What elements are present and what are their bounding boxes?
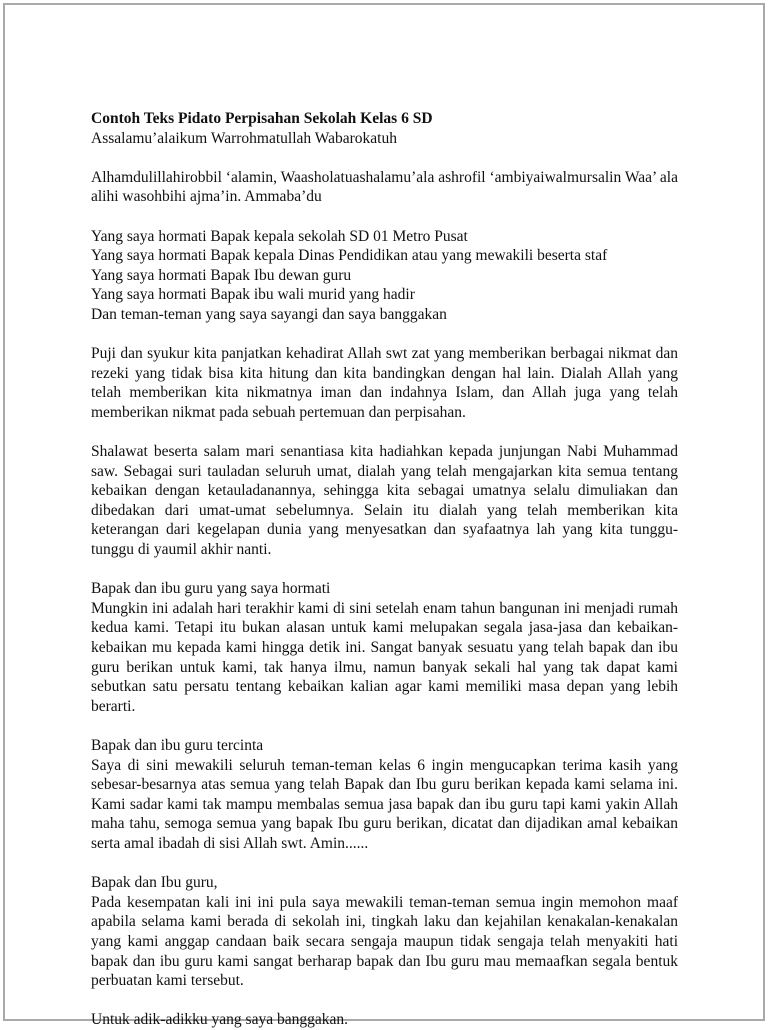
section-body: Pada kesempatan kali ini ini pula saya mewakili teman-teman semua ingin memohon maaf apabila selama kami berada di sekolah ini, tingkah laku dan kejahilan kenakalan-kenakalan yang kami anggap candaan baik secara sengaja maupun tidak sengaja telah menyakiti hati bapak dan ibu guru kami sangat berharap bapak dan Ibu guru mau memaafkan segala bentuk perbuatan kami tersebut. [91, 893, 678, 990]
section-heading: Bapak dan ibu guru tercinta [91, 737, 264, 754]
section-body: Saya di sini mewakili seluruh teman-teman kelas 6 ingin mengucapkan terima kasih yang sebesar-besarnya atas semua yang telah Bapak dan Ibu guru berikan kepada kami selama ini. Kami sadar kami tak mampu membalas semua jasa bapak dan ibu guru tapi kami yakin Allah maha tahu, semoga semua yang bapak Ibu guru berikan, dicatat dan dijadikan amal kebaikan serta amal ibadah di sisi Allah swt. Amin...... [91, 756, 678, 852]
closing-line: Untuk adik-adikku yang saya banggakan. [91, 1011, 348, 1029]
greeting-line: Dan teman-teman yang saya sayangi dan saya banggakan [91, 305, 447, 323]
page-title: Contoh Teks Pidato Perpisahan Sekolah Kelas 6 SD [91, 110, 433, 127]
document-page [91, 109, 678, 1030]
paragraph-shalawat: Shalawat beserta salam mari senantiasa kita hadiahkan kepada junjungan Nabi Muhammad saw. Sebagai suri tauladan seluruh umat, dialah yang telah mengajarkan kita semua tentang kebaikan dengan ketauladanannya, sehingga kita sebagai umatnya selalu dimuliakan dan dibedakan dari umat-umat sebelumnya. Selain itu dialah yang telah memberikan kita keterangan dari kegelapan dunia yang menyesatkan dan syafaatnya lah yang kita tunggu-tunggu di yaumil akhir nanti. [91, 443, 678, 559]
greeting-line: Yang saya hormati Bapak kepala sekolah SD 01 Metro Pusat [91, 227, 468, 245]
greeting-line: Yang saya hormati Bapak kepala Dinas Pendidikan atau yang mewakili beserta staf [91, 247, 608, 265]
opening-paragraph: Alhamdulillahirobbil ‘alamin, Waasholatuashalamu’ala ashrofil ‘ambiyaiwalmursalin Waa’ ala alihi wasohbihi ajma’in. Ammaba’du [91, 168, 678, 206]
greeting-line: Yang saya hormati Bapak ibu wali murid yang hadir [91, 286, 415, 304]
paragraph-puji: Puji dan syukur kita panjatkan kehadirat Allah swt zat yang memberikan berbagai nikmat dan rezeki yang tidak bisa kita hitung dan kita bandingkan dengan hal lain. Dialah Allah yang telah memberikan kita nikmatnya iman dan indahnya Islam, dan Allah juga yang telah memberikan nikmat pada sebuah pertemuan dan perpisahan. [91, 345, 678, 421]
section-hormati [91, 579, 678, 716]
section-maaf [91, 873, 678, 991]
section-tercinta [91, 736, 678, 854]
greeting-line: Yang saya hormati Bapak Ibu dewan guru [91, 266, 352, 284]
greetings-block [91, 227, 678, 325]
section-heading: Bapak dan Ibu guru, [91, 874, 218, 892]
section-heading: Bapak dan ibu guru yang saya hormati [91, 580, 331, 598]
section-body: Mungkin ini adalah hari terakhir kami di sini setelah enam tahun bangunan ini menjadi rumah kedua kami. Tetapi itu bukan alasan untuk kami melupakan segala jasa-jasa dan kebaikan-kebaikan mu kepada kami hingga detik ini. Sangat banyak sesuatu yang telah bapak dan ibu guru berikan untuk kami, tak hanya ilmu, namun banyak sekali hal yang tak dapat kami sebutkan satu persatu tentang kebaikan kalian agar kami memiliki masa depan yang lebih berarti. [91, 599, 678, 715]
salutation-line: Assalamu’alaikum Warrohmatullah Wabarokatuh [91, 129, 397, 147]
